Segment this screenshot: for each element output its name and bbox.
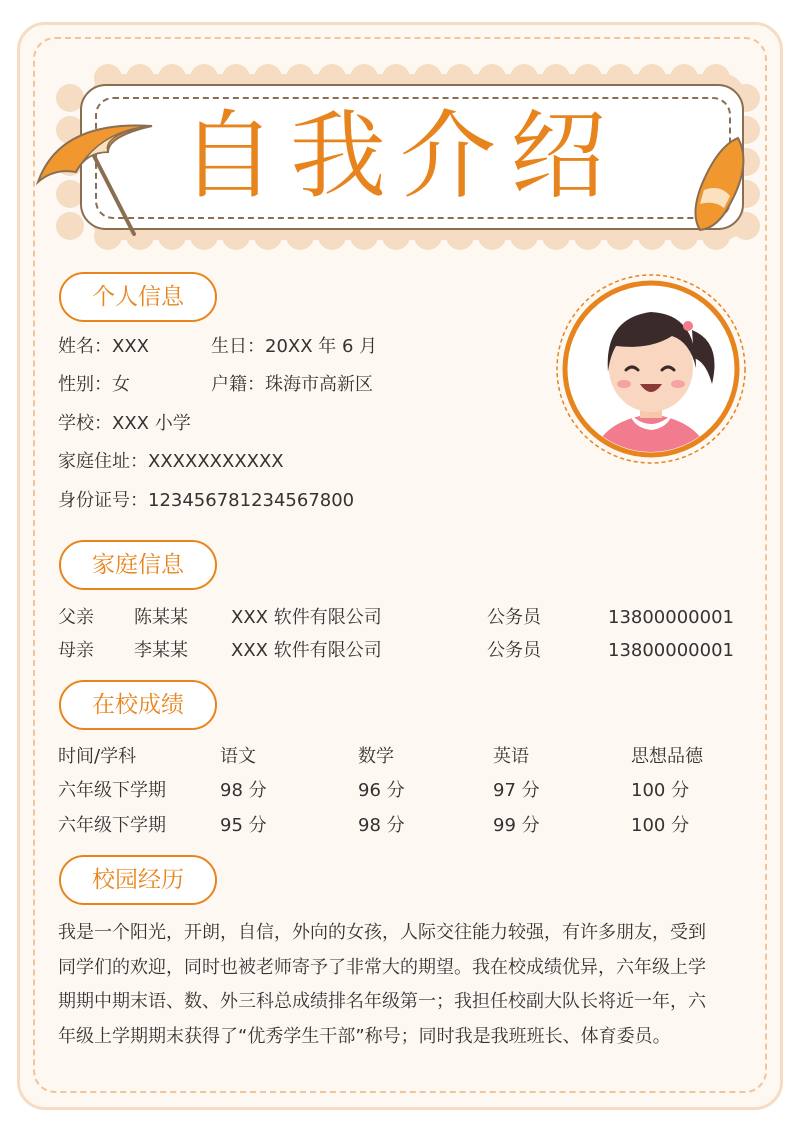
grades-cell: 100 分 xyxy=(631,780,690,801)
family-company: XXX 软件有限公司 xyxy=(231,607,382,628)
family-phone: 13800000001 xyxy=(608,640,734,661)
family-relation: 父亲 xyxy=(58,607,94,628)
id-field xyxy=(58,489,354,513)
grades-header-cell: 时间/学科 xyxy=(58,746,137,767)
address-value: XXXXXXXXXXX xyxy=(148,451,284,472)
grades-header-cell: 思想品德 xyxy=(631,746,703,767)
hukou-label: 户籍： xyxy=(211,374,265,395)
experience-line: 期期中期末语、数、外三科总成绩排名年级第一；我担任校副大队长将近一年，六 xyxy=(58,991,706,1012)
grades-cell: 99 分 xyxy=(493,815,540,836)
family-company: XXX 软件有限公司 xyxy=(231,640,382,661)
experience-paragraph xyxy=(58,916,748,1054)
grades-cell: 98 分 xyxy=(220,780,267,801)
hukou-value: 珠海市高新区 xyxy=(265,374,373,395)
name-field xyxy=(58,335,149,359)
name-label: 姓名： xyxy=(58,336,112,357)
school-value: XXX 小学 xyxy=(112,413,191,434)
grades-cell: 97 分 xyxy=(493,780,540,801)
page-title: 自我介绍 xyxy=(180,100,620,212)
grades-cell: 100 分 xyxy=(631,815,690,836)
school-label: 学校： xyxy=(58,413,112,434)
section-title-personal: 个人信息 xyxy=(59,272,217,322)
section-title-family: 家庭信息 xyxy=(59,540,217,590)
school-field xyxy=(58,412,191,436)
avatar xyxy=(554,272,748,466)
grades-cell: 六年级下学期 xyxy=(58,815,166,836)
family-name: 李某某 xyxy=(134,640,188,661)
experience-line: 年级上学期期末获得了“优秀学生干部”称号；同时我是我班班长、体育委员。 xyxy=(58,1025,671,1047)
gender-value: 女 xyxy=(112,374,130,395)
address-field xyxy=(58,450,284,474)
family-name: 陈某某 xyxy=(134,607,188,628)
address-label: 家庭住址： xyxy=(58,451,148,472)
experience-line: 我是一个阳光，开朗，自信，外向的女孩，人际交往能力较强，有许多朋友，受到 xyxy=(58,922,706,943)
grades-header-cell: 语文 xyxy=(220,746,256,767)
section-title-grades: 在校成绩 xyxy=(59,680,217,730)
birthday-field xyxy=(211,335,377,359)
section-title-experience: 校园经历 xyxy=(59,855,217,905)
id-label: 身份证号： xyxy=(58,490,148,511)
family-job: 公务员 xyxy=(487,607,541,628)
birthday-label: 生日： xyxy=(211,336,265,357)
surfboard-icon xyxy=(690,134,750,234)
grades-header-cell: 英语 xyxy=(493,746,529,767)
gender-label: 性别： xyxy=(58,374,112,395)
grades-cell: 96 分 xyxy=(358,780,405,801)
umbrella-icon xyxy=(30,112,160,242)
grades-cell: 98 分 xyxy=(358,815,405,836)
grades-cell: 六年级下学期 xyxy=(58,780,166,801)
name-value: XXX xyxy=(112,336,149,357)
gender-field xyxy=(58,373,130,397)
birthday-value: 20XX 年 6 月 xyxy=(265,336,378,357)
family-job: 公务员 xyxy=(487,640,541,661)
family-phone: 13800000001 xyxy=(608,607,734,628)
grades-cell: 95 分 xyxy=(220,815,267,836)
grades-header-cell: 数学 xyxy=(358,746,394,767)
id-value: 123456781234567800 xyxy=(148,490,355,511)
experience-line: 同学们的欢迎，同时也被老师寄予了非常大的期望。我在校成绩优异，六年级上学 xyxy=(58,956,706,978)
hukou-field xyxy=(211,373,373,397)
family-relation: 母亲 xyxy=(58,640,94,661)
